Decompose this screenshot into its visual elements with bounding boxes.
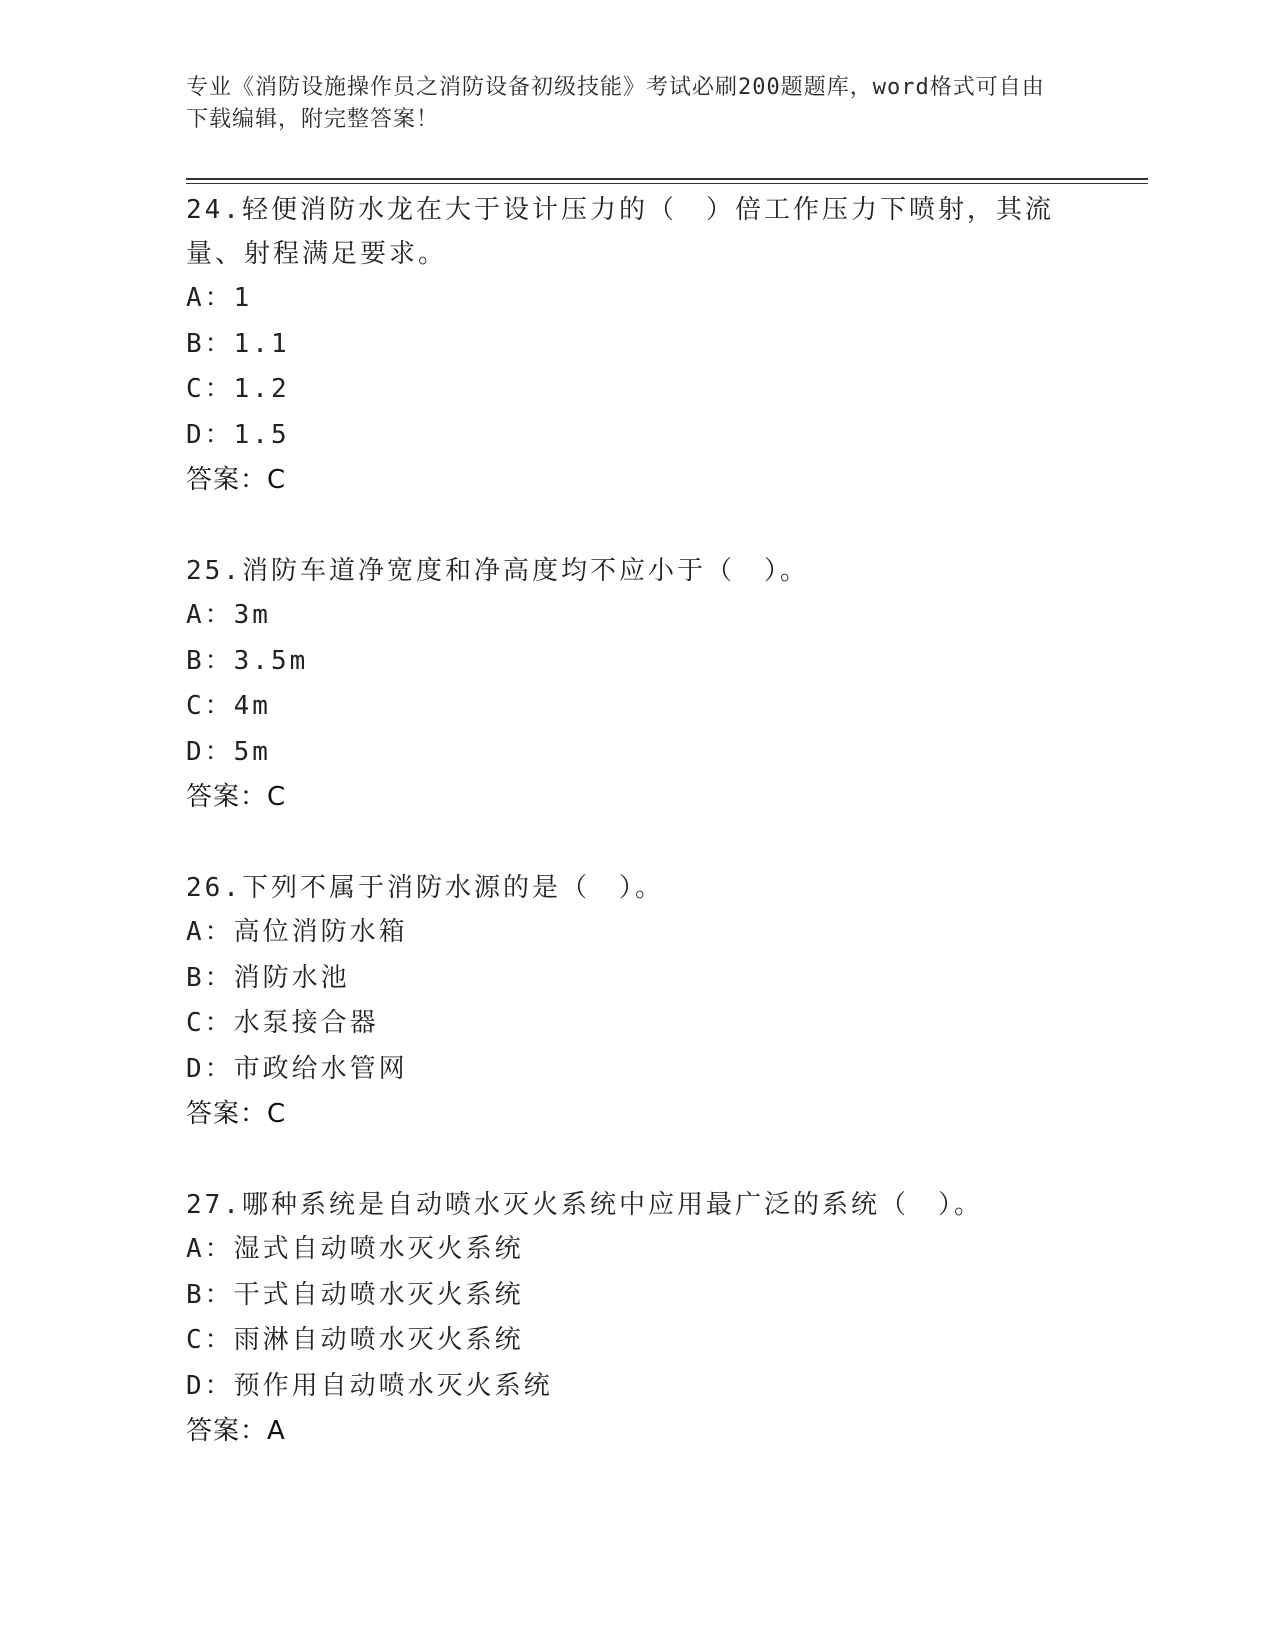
answer-line: 答案：C bbox=[186, 465, 287, 495]
option-c: C：水泵接合器 bbox=[186, 1008, 379, 1038]
header-divider-thin bbox=[186, 183, 1148, 184]
option-d: D：1.5 bbox=[186, 419, 290, 450]
header-divider-thick bbox=[186, 178, 1148, 180]
question-25 bbox=[186, 549, 1086, 820]
option-d: D：市政给水管网 bbox=[186, 1053, 408, 1084]
option-a: A：湿式自动喷水灭火系统 bbox=[186, 1234, 524, 1264]
document-intro: 专业《消防设施操作员之消防设备初级技能》考试必刷200题题库，word格式可自由下载编辑，附完整答案！ bbox=[186, 75, 1045, 132]
option-d: D：预作用自动喷水灭火系统 bbox=[186, 1370, 553, 1401]
option-b: B：消防水池 bbox=[186, 962, 350, 993]
option-a: A：1 bbox=[186, 283, 253, 313]
question-27 bbox=[186, 1183, 1086, 1454]
option-a: A：高位消防水箱 bbox=[186, 917, 408, 947]
question-stem: 25.消防车道净宽度和净高度均不应小于（ ）。 bbox=[186, 556, 809, 586]
question-24 bbox=[186, 188, 1086, 503]
answer-line: 答案：A bbox=[186, 1416, 286, 1446]
question-stem: 24.轻便消防水龙在大于设计压力的（ ）倍工作压力下喷射，其流量、射程满足要求。 bbox=[186, 195, 1054, 269]
option-b: B：干式自动喷水灭火系统 bbox=[186, 1279, 524, 1310]
option-a: A：3m bbox=[186, 600, 271, 630]
option-b: B：3.5m bbox=[186, 645, 309, 676]
question-stem: 26.下列不属于消防水源的是（ ）。 bbox=[186, 873, 664, 903]
option-d: D：5m bbox=[186, 736, 271, 767]
answer-line: 答案：C bbox=[186, 1099, 287, 1129]
answer-line: 答案：C bbox=[186, 782, 287, 812]
option-c: C：雨淋自动喷水灭火系统 bbox=[186, 1325, 524, 1355]
option-c: C：1.2 bbox=[186, 374, 290, 404]
question-26 bbox=[186, 866, 1086, 1137]
question-stem: 27.哪种系统是自动喷水灭火系统中应用最广泛的系统（ ）。 bbox=[186, 1190, 983, 1220]
option-b: B：1.1 bbox=[186, 328, 290, 359]
option-c: C：4m bbox=[186, 691, 271, 721]
